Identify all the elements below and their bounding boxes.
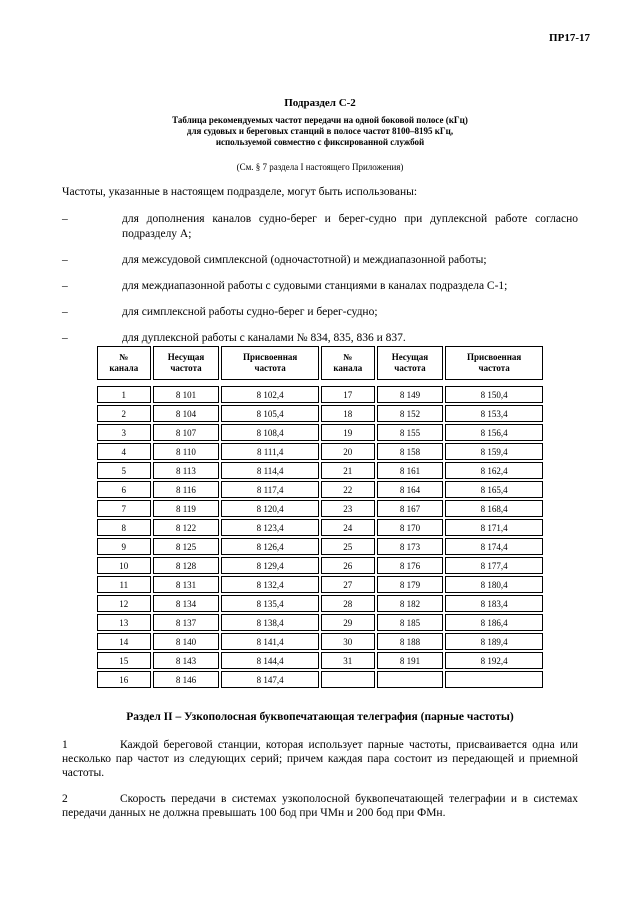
- table-cell: 29: [321, 614, 375, 631]
- table-header-cell: № канала: [321, 346, 375, 380]
- table-cell: 21: [321, 462, 375, 479]
- table-cell: 8 108,4: [221, 424, 319, 441]
- table-cell: 8 131: [153, 576, 220, 593]
- table-cell: 8 144,4: [221, 652, 319, 669]
- table-cell: 4: [97, 443, 151, 460]
- list-item: [62, 279, 578, 294]
- table-cell: 8 111,4: [221, 443, 319, 460]
- table-cell: 8 125: [153, 538, 220, 555]
- table-cell: 8 134: [153, 595, 220, 612]
- intro-text: Частоты, указанные в настоящем подразделе, могут быть использованы:: [62, 186, 418, 198]
- list-item: [62, 212, 578, 242]
- table-cell: 8 177,4: [445, 557, 543, 574]
- table-cell: 8 128: [153, 557, 220, 574]
- table-cell: 8 171,4: [445, 519, 543, 536]
- table-cell: [377, 671, 444, 688]
- table-cell: 8 191: [377, 652, 444, 669]
- table-cell: 8 105,4: [221, 405, 319, 422]
- list-dash: –: [62, 213, 68, 225]
- table-cell: 8 102,4: [221, 386, 319, 403]
- table-cell: 18: [321, 405, 375, 422]
- page-id: ПР17-17: [549, 32, 590, 44]
- table-cell: 8 188: [377, 633, 444, 650]
- table-cell: 3: [97, 424, 151, 441]
- table-cell: 8 137: [153, 614, 220, 631]
- table-cell: 30: [321, 633, 375, 650]
- table-caption-line: для судовых и береговых станций в полосе частот 8100–8195 кГц,: [186, 126, 454, 136]
- table-cell: 5: [97, 462, 151, 479]
- table-cell: 9: [97, 538, 151, 555]
- table-cell: 8 107: [153, 424, 220, 441]
- table-header-cell: Несущая частота: [377, 346, 444, 380]
- list-dash: –: [62, 280, 68, 292]
- table-cell: 8 189,4: [445, 633, 543, 650]
- table-cell: 19: [321, 424, 375, 441]
- table-cell: 7: [97, 500, 151, 517]
- table-cell: 8 173: [377, 538, 444, 555]
- table-cell: 16: [97, 671, 151, 688]
- table-cell: 8 143: [153, 652, 220, 669]
- table-cell: 8 147,4: [221, 671, 319, 688]
- table-cell: 22: [321, 481, 375, 498]
- table-cell: 8 155: [377, 424, 444, 441]
- table-cell: 8 161: [377, 462, 444, 479]
- table-body: [97, 382, 543, 688]
- table-cell: 8 182: [377, 595, 444, 612]
- table-cell: 8 141,4: [221, 633, 319, 650]
- usage-list: [62, 212, 578, 357]
- table-row: [97, 386, 543, 403]
- list-item: [62, 253, 578, 268]
- table-cell: 31: [321, 652, 375, 669]
- table-cell: 8 120,4: [221, 500, 319, 517]
- table-cell: 8 192,4: [445, 652, 543, 669]
- table-caption-line: Таблица рекомендуемых частот передачи на одной боковой полосе (кГц): [172, 115, 468, 125]
- table-cell: 8 170: [377, 519, 444, 536]
- table-cell: 8 179: [377, 576, 444, 593]
- table-spacer: [97, 382, 543, 384]
- table-cell: 8 158: [377, 443, 444, 460]
- table-row: [97, 481, 543, 498]
- paragraph: [62, 792, 578, 820]
- paragraph-number: 2: [62, 793, 68, 805]
- table-header-cell: № канала: [97, 346, 151, 380]
- table-header-cell: Присвоенная частота: [221, 346, 319, 380]
- list-dash: –: [62, 254, 68, 266]
- table-cell: 8 167: [377, 500, 444, 517]
- table-cell: 24: [321, 519, 375, 536]
- table-header-cell: Несущая частота: [153, 346, 220, 380]
- reference-note: (См. § 7 раздела I настоящего Приложения): [236, 162, 404, 172]
- paragraph: [62, 738, 578, 780]
- table-row: [97, 557, 543, 574]
- table-cell: 8 117,4: [221, 481, 319, 498]
- table-row: [97, 500, 543, 517]
- frequency-table: [95, 344, 545, 690]
- table-cell: 8 185: [377, 614, 444, 631]
- table-cell: [445, 671, 543, 688]
- table-cell: 8 162,4: [445, 462, 543, 479]
- table-row: [97, 633, 543, 650]
- table-cell: 8 153,4: [445, 405, 543, 422]
- list-dash: –: [62, 332, 68, 344]
- table-cell: 2: [97, 405, 151, 422]
- table-row: [97, 443, 543, 460]
- table-cell: [321, 671, 375, 688]
- table-cell: 20: [321, 443, 375, 460]
- section-title: Раздел II – Узкополосная буквопечатающая телеграфия (парные частоты): [126, 711, 514, 723]
- table-cell: 8 164: [377, 481, 444, 498]
- table-cell: 28: [321, 595, 375, 612]
- table-cell: 12: [97, 595, 151, 612]
- table-cell: 8 113: [153, 462, 220, 479]
- table-header-row: [97, 346, 543, 380]
- table-cell: 8 183,4: [445, 595, 543, 612]
- table-cell: 8 114,4: [221, 462, 319, 479]
- table-cell: 8 152: [377, 405, 444, 422]
- paragraph-number: 1: [62, 739, 68, 751]
- table-cell: 25: [321, 538, 375, 555]
- paragraph-text: Каждой береговой станции, которая использует парные частоты, присваивается одна или несколько пар частот из следующих серий; причем каждая пара состоит из передающей и приемной частоты.: [62, 739, 578, 779]
- table-cell: 8 119: [153, 500, 220, 517]
- table-row: [97, 519, 543, 536]
- table-cell: 8 140: [153, 633, 220, 650]
- table-cell: 17: [321, 386, 375, 403]
- table-cell: 8 110: [153, 443, 220, 460]
- table-cell: 10: [97, 557, 151, 574]
- table-caption-line: используемой совместно с фиксированной службой: [215, 137, 425, 147]
- table-cell: 8 146: [153, 671, 220, 688]
- table-cell: 8 132,4: [221, 576, 319, 593]
- table-cell: 8: [97, 519, 151, 536]
- table-cell: 8 126,4: [221, 538, 319, 555]
- table-cell: 13: [97, 614, 151, 631]
- table-cell: 8 156,4: [445, 424, 543, 441]
- table-cell: 8 186,4: [445, 614, 543, 631]
- table-cell: 14: [97, 633, 151, 650]
- table-cell: 8 101: [153, 386, 220, 403]
- table-cell: 8 180,4: [445, 576, 543, 593]
- table-cell: 23: [321, 500, 375, 517]
- table-row: [97, 671, 543, 688]
- table-cell: 11: [97, 576, 151, 593]
- table-row: [97, 424, 543, 441]
- table-cell: 6: [97, 481, 151, 498]
- table-cell: 8 149: [377, 386, 444, 403]
- table-cell: 8 159,4: [445, 443, 543, 460]
- table-cell: 8 104: [153, 405, 220, 422]
- table-cell: 8 129,4: [221, 557, 319, 574]
- table-cell: 8 150,4: [445, 386, 543, 403]
- list-item: [62, 305, 578, 320]
- table-caption: [0, 115, 640, 148]
- list-item-text: для межсудовой симплексной (одночастотной) и междиапазонной работы;: [122, 254, 487, 266]
- table-cell: 8 116: [153, 481, 220, 498]
- table-header-cell: Присвоенная частота: [445, 346, 543, 380]
- table-cell: 8 138,4: [221, 614, 319, 631]
- table-cell: 8 176: [377, 557, 444, 574]
- list-item-text: для междиапазонной работы с судовыми станциями в каналах подраздела C-1;: [122, 280, 508, 292]
- table-row: [97, 614, 543, 631]
- table-cell: 8 123,4: [221, 519, 319, 536]
- list-item-text: для дуплексной работы с каналами № 834, 835, 836 и 837.: [122, 332, 406, 344]
- table-row: [97, 595, 543, 612]
- table-cell: 15: [97, 652, 151, 669]
- list-item-text: для дополнения каналов судно-берег и берег-судно при дуплексной работе согласно подразделу A;: [122, 213, 578, 240]
- table-cell: 8 174,4: [445, 538, 543, 555]
- table-cell: 26: [321, 557, 375, 574]
- table-cell: 8 168,4: [445, 500, 543, 517]
- list-dash: –: [62, 306, 68, 318]
- table-row: [97, 576, 543, 593]
- subsection-title: Подраздел C-2: [284, 97, 356, 109]
- table-row: [97, 405, 543, 422]
- table-row: [97, 462, 543, 479]
- table-cell: 27: [321, 576, 375, 593]
- table-row: [97, 538, 543, 555]
- table-cell: 8 135,4: [221, 595, 319, 612]
- table-row: [97, 652, 543, 669]
- table-cell: 1: [97, 386, 151, 403]
- table-cell: 8 122: [153, 519, 220, 536]
- paragraph-text: Скорость передачи в системах узкополосной буквопечатающей телеграфии и в системах передачи данных не должна превышать 100 бод при ЧМн и 200 бод при ФМн.: [62, 793, 578, 819]
- list-item-text: для симплексной работы судно-берег и берег-судно;: [122, 306, 378, 318]
- table-cell: 8 165,4: [445, 481, 543, 498]
